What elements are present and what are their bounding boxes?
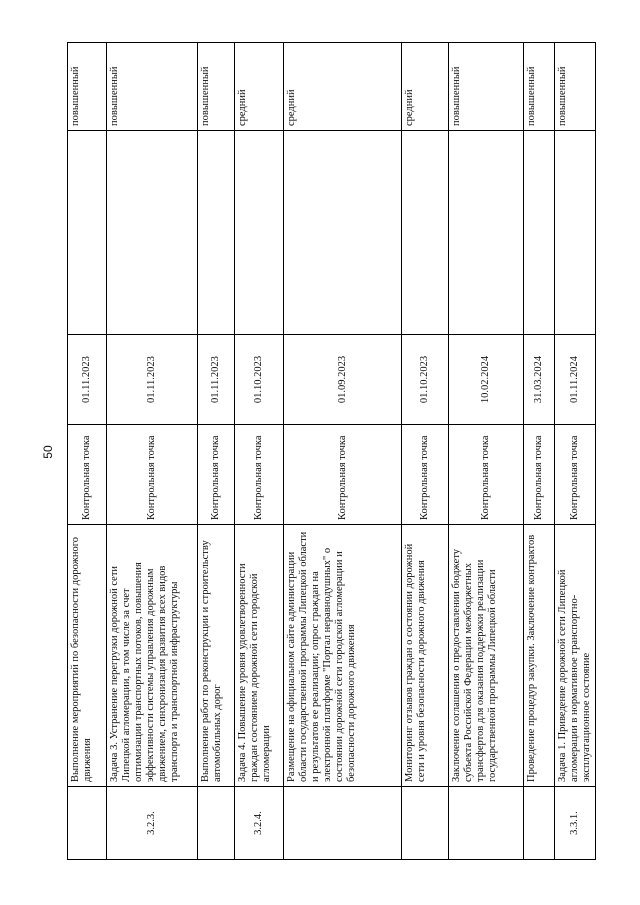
event-date: 10.02.2024 xyxy=(449,335,524,425)
event-type: Контрольная точка xyxy=(449,425,524,525)
event-date: 01.11.2023 xyxy=(198,335,235,425)
event-type: Контрольная точка xyxy=(107,425,198,525)
level-cell: повышенный xyxy=(68,43,107,131)
table-row xyxy=(524,43,555,860)
event-name: Проведение процедур закупки. Заключение контрактов xyxy=(524,525,555,787)
responsible-cell xyxy=(107,131,198,335)
row-number: 3.2.4. xyxy=(235,787,284,860)
control-points-table xyxy=(67,42,596,860)
row-number: 3.2.3. xyxy=(107,787,198,860)
table-row xyxy=(284,43,402,860)
event-date: 01.11.2024 xyxy=(555,335,596,425)
event-type: Контрольная точка xyxy=(198,425,235,525)
row-number xyxy=(284,787,402,860)
table-row xyxy=(68,43,107,860)
table-row xyxy=(235,43,284,860)
level-cell: повышенный xyxy=(524,43,555,131)
level-cell: повышенный xyxy=(107,43,198,131)
level-cell: повышенный xyxy=(555,43,596,131)
level-cell: средний xyxy=(284,43,402,131)
rotated-table-frame xyxy=(67,43,592,860)
event-date: 01.09.2023 xyxy=(284,335,402,425)
event-name: Мониторинг отзывов граждан о состоянии дорожной сети и уровня безопасности дорожного движения xyxy=(402,525,449,787)
event-type: Контрольная точка xyxy=(235,425,284,525)
page-number: 50 xyxy=(41,445,55,459)
responsible-cell xyxy=(402,131,449,335)
responsible-cell xyxy=(524,131,555,335)
event-name: Заключение соглашения о предоставлении бюджету субъекта Российской Федерации межбюджетных трансфертов для оказания поддержки реализации государственной программы Липецкой области xyxy=(449,525,524,787)
event-type: Контрольная точка xyxy=(555,425,596,525)
responsible-cell xyxy=(449,131,524,335)
event-date: 01.11.2023 xyxy=(107,335,198,425)
level-cell: средний xyxy=(402,43,449,131)
event-name: Размещение на официальном сайте администрации области государственной программы Липецкой области и результатов ее реализации; опрос граждан на электронной платформе "Портал неравнодушных" о состоянии дорожной сети городской агломерации и безопасности дорожного движения xyxy=(284,525,402,787)
event-name: Задача 1. Приведение дорожной сети Липецкой агломерации в нормативное транспортно-эксплуатационное состояние xyxy=(555,525,596,787)
responsible-cell xyxy=(284,131,402,335)
level-cell: повышенный xyxy=(198,43,235,131)
event-name: Задача 4. Повышение уровня удовлетворенности граждан состоянием дорожной сети городской агломерации xyxy=(235,525,284,787)
event-type: Контрольная точка xyxy=(284,425,402,525)
table-container xyxy=(67,43,592,860)
event-type: Контрольная точка xyxy=(68,425,107,525)
row-number: 3.3.1. xyxy=(555,787,596,860)
responsible-cell xyxy=(235,131,284,335)
responsible-cell xyxy=(198,131,235,335)
row-number xyxy=(449,787,524,860)
responsible-cell xyxy=(68,131,107,335)
table-row xyxy=(402,43,449,860)
row-number xyxy=(524,787,555,860)
row-number xyxy=(68,787,107,860)
row-number xyxy=(198,787,235,860)
level-cell: повышенный xyxy=(449,43,524,131)
event-type: Контрольная точка xyxy=(524,425,555,525)
event-name: Задача 3. Устранение перегрузки дорожной сети Липецкой агломерации, в том числе за счет оптимизации транспортных потоков, повышения эффективности системы управления дорожным движением, синхронизация развития всех видов транспорта и транспортной инфраструктуры xyxy=(107,525,198,787)
table-body xyxy=(68,43,596,860)
event-date: 01.10.2023 xyxy=(235,335,284,425)
event-date: 01.11.2023 xyxy=(68,335,107,425)
level-cell: средний xyxy=(235,43,284,131)
event-name: Выполнение работ по реконструкции и строительству автомобильных дорог xyxy=(198,525,235,787)
event-type: Контрольная точка xyxy=(402,425,449,525)
event-name: Выполнение мероприятий по безопасности дорожного движения xyxy=(68,525,107,787)
row-number xyxy=(402,787,449,860)
event-date: 31.03.2024 xyxy=(524,335,555,425)
table-row xyxy=(198,43,235,860)
table-row xyxy=(449,43,524,860)
table-row xyxy=(107,43,198,860)
event-date: 01.10.2023 xyxy=(402,335,449,425)
responsible-cell xyxy=(555,131,596,335)
table-row xyxy=(555,43,596,860)
